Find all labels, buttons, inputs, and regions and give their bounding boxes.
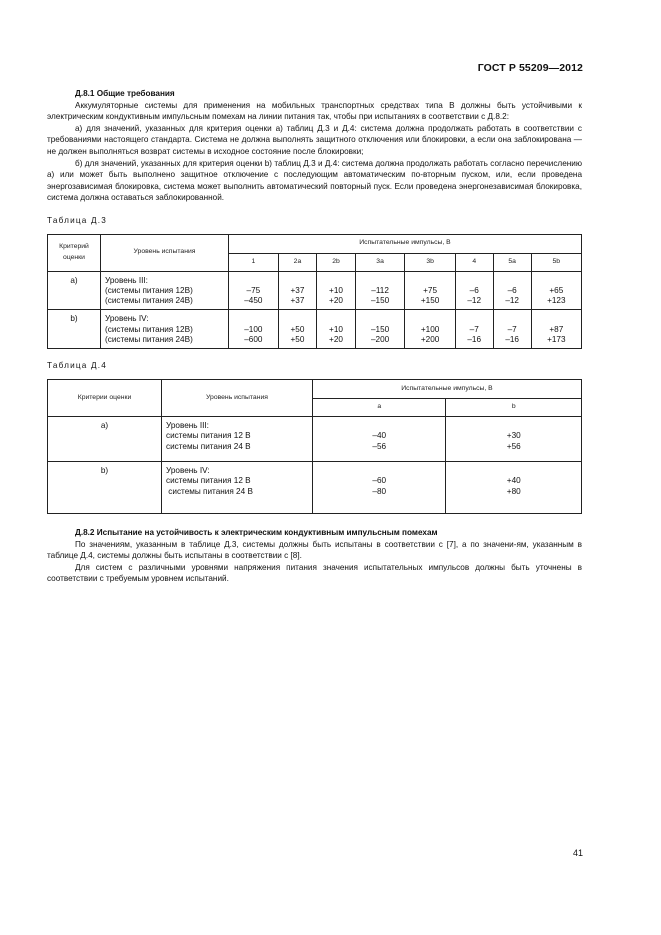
page-number: 41	[572, 848, 583, 858]
table-d3-col-header: 5b	[531, 253, 581, 271]
value-24v: –200	[370, 335, 390, 345]
value-12v: +40	[506, 476, 521, 486]
table-d3-value-cell	[405, 271, 455, 310]
table-d3-col-header: 3a	[355, 253, 405, 271]
value-24v: –12	[467, 296, 482, 306]
table-d3-criterion-header: Критерий оценки	[48, 234, 101, 271]
page-content	[47, 88, 582, 585]
value-12v: +10	[329, 285, 343, 295]
table-d3-level-cell	[101, 310, 229, 349]
table-d4-criterion-cell: b)	[48, 461, 162, 513]
table-d3	[47, 234, 582, 350]
table-d3-value-cell	[355, 271, 405, 310]
table-d4-value-cell	[313, 416, 446, 461]
table-d3-value-cell	[317, 310, 356, 349]
table-d4-caption: Таблица Д.4	[47, 361, 107, 371]
table-d4-header-row	[48, 379, 582, 398]
value-24v: +80	[506, 486, 521, 496]
table-d3-col-header: 5a	[493, 253, 531, 271]
table-d4-pulses-header: Испытательные импульсы, В	[313, 379, 582, 398]
value-24v: –80	[372, 486, 387, 496]
table-d3-value-cell	[493, 271, 531, 310]
table-d4-level-header: Уровень испытания	[162, 379, 313, 416]
table-d4-value-cell	[313, 461, 446, 513]
table-d3-row	[48, 271, 582, 310]
table-d3-criterion-cell: b)	[48, 310, 101, 349]
section-d82-paragraph-1: По значениям, указанным в таблице Д.3, системы должны быть испытаны в соответствии с [7], а по значени-ям, указанным в таблице Д.4, системы должны быть испытаны в соответствии с [8].	[47, 539, 582, 561]
document-standard-header: ГОСТ Р 55209—2012	[477, 62, 583, 74]
table-d3-pulses-header: Испытательные импульсы, В	[229, 234, 582, 253]
table-d3-row	[48, 310, 582, 349]
value-24v: +173	[547, 335, 566, 345]
table-d3-level-cell	[101, 271, 229, 310]
value-24v: –600	[244, 335, 263, 345]
table-d3-col-header: 2a	[278, 253, 317, 271]
table-d3-level-header: Уровень испытания	[101, 234, 229, 271]
value-24v: –150	[370, 296, 390, 306]
table-d3-criterion-cell: a)	[48, 271, 101, 310]
value-24v: –16	[467, 335, 482, 345]
value-24v: –16	[505, 335, 519, 345]
table-d3-header-row	[48, 234, 582, 253]
section-d81-title: Д.8.1 Общие требования	[75, 89, 175, 98]
level-12v-label: системы питания 12 В	[166, 476, 251, 486]
table-d4-row	[48, 416, 582, 461]
value-12v: –150	[370, 324, 390, 334]
level-title: Уровень IV:	[105, 314, 149, 324]
table-d3-caption: Таблица Д.3	[47, 215, 107, 225]
table-d3-value-cell	[455, 310, 493, 349]
value-12v: –75	[246, 285, 261, 295]
level-12v-label: системы питания 12 В	[166, 431, 251, 441]
table-d4-criterion-header: Критерии оценки	[48, 379, 162, 416]
level-12v-label: (системы питания 12В)	[105, 324, 193, 334]
table-d3-value-cell	[278, 271, 317, 310]
table-d4-criterion-cell: a)	[48, 416, 162, 461]
section-d81-paragraph-1: Аккумуляторные системы для применения на мобильных транспортных средствах типа В должны быть устойчивыми к электрическим кондуктивным импульсным помехам на линии питания так, чтобы при испытаниях в соответствии с Д.8.2:	[47, 100, 582, 122]
table-d3-value-cell	[229, 271, 279, 310]
section-d81-paragraph-2: а) для значений, указанных для критерия оценки а) таблиц Д.3 и Д.4: система должна продолжать работать в соответствии с требованиями настоящего стандарта. Система не должна выполнять защитного отключения или блокировки, а если она заблокирована — не должен выполняться возврат системы в исходное состояние после блокировки;	[47, 123, 582, 156]
section-d82-paragraph-2: Для систем с различными уровнями напряжения питания значения испытательных импульсов должны быть уточнены в соответствии с требуемым уровнем испытаний.	[47, 562, 582, 584]
table-d3-value-cell	[229, 310, 279, 349]
value-12v: +65	[549, 285, 564, 295]
table-d3-value-cell	[455, 271, 493, 310]
value-12v: –7	[507, 324, 517, 334]
level-24v-label: (системы питания 24В)	[105, 335, 193, 345]
table-d4-value-cell	[446, 461, 582, 513]
table-d3-col-header: 4	[455, 253, 493, 271]
level-title: Уровень III:	[166, 420, 209, 430]
value-12v: +37	[290, 285, 305, 295]
table-d4	[47, 379, 582, 514]
value-24v: –12	[505, 296, 519, 306]
value-12v: +75	[423, 285, 438, 295]
table-d3-col-header: 2b	[317, 253, 356, 271]
level-title: Уровень III:	[105, 275, 148, 285]
value-12v: –100	[244, 324, 263, 334]
table-d4-col-header: a	[313, 398, 446, 416]
value-24v: +50	[290, 335, 305, 345]
value-12v: +10	[329, 324, 343, 334]
value-24v: +20	[329, 296, 343, 306]
value-12v: –40	[372, 431, 387, 441]
table-d3-value-cell	[531, 310, 581, 349]
value-24v: +56	[506, 441, 521, 451]
value-12v: +100	[420, 324, 440, 334]
section-d81-paragraph-3: б) для значений, указанных для критерия оценки b) таблиц Д.3 и Д.4: система должна продолжать работать согласно перечислению а) или может быть выполнено защитное отключение с последующим автоматическим по-вторным пуском, или, если проведена энергозависимая блокировка, система может выполнить автоматический повторный пуск. Если проведена энергонезависимая блокировка, система должна оставаться заблокированной.	[47, 158, 582, 203]
table-d3-value-cell	[405, 310, 455, 349]
table-d4-row	[48, 461, 582, 513]
value-24v: +37	[290, 296, 305, 306]
value-24v: +200	[420, 335, 440, 345]
table-d3-value-cell	[317, 271, 356, 310]
level-title: Уровень IV:	[166, 465, 210, 475]
value-24v: +20	[329, 335, 343, 345]
section-d82-title: Д.8.2 Испытание на устойчивость к электрическим кондуктивным импульсным помехам	[75, 527, 438, 537]
table-d3-value-cell	[531, 271, 581, 310]
level-24v-label: системы питания 24 В	[166, 486, 253, 496]
table-d4-col-header: b	[446, 398, 582, 416]
table-d3-value-cell	[278, 310, 317, 349]
table-d3-col-header: 3b	[405, 253, 455, 271]
value-12v: +87	[549, 324, 564, 334]
table-d4-value-cell	[446, 416, 582, 461]
value-24v: –56	[372, 441, 387, 451]
value-12v: +30	[506, 431, 521, 441]
table-d3-value-cell	[493, 310, 531, 349]
table-d4-level-cell	[162, 416, 313, 461]
value-12v: –6	[507, 285, 517, 295]
value-12v: –112	[371, 285, 389, 295]
value-24v: +123	[547, 296, 566, 306]
table-d4-level-cell	[162, 461, 313, 513]
table-d3-value-cell	[355, 310, 405, 349]
value-12v: –7	[469, 324, 479, 334]
level-12v-label: (системы питания 12В)	[105, 285, 193, 295]
value-12v: –6	[469, 285, 479, 295]
value-24v: +150	[420, 296, 440, 306]
table-d3-col-header: 1	[229, 253, 279, 271]
value-12v: +50	[290, 324, 305, 334]
value-12v: –60	[372, 476, 387, 486]
level-24v-label: (системы питания 24В)	[105, 296, 193, 306]
value-24v: –450	[244, 296, 263, 306]
level-24v-label: системы питания 24 В	[166, 441, 251, 451]
